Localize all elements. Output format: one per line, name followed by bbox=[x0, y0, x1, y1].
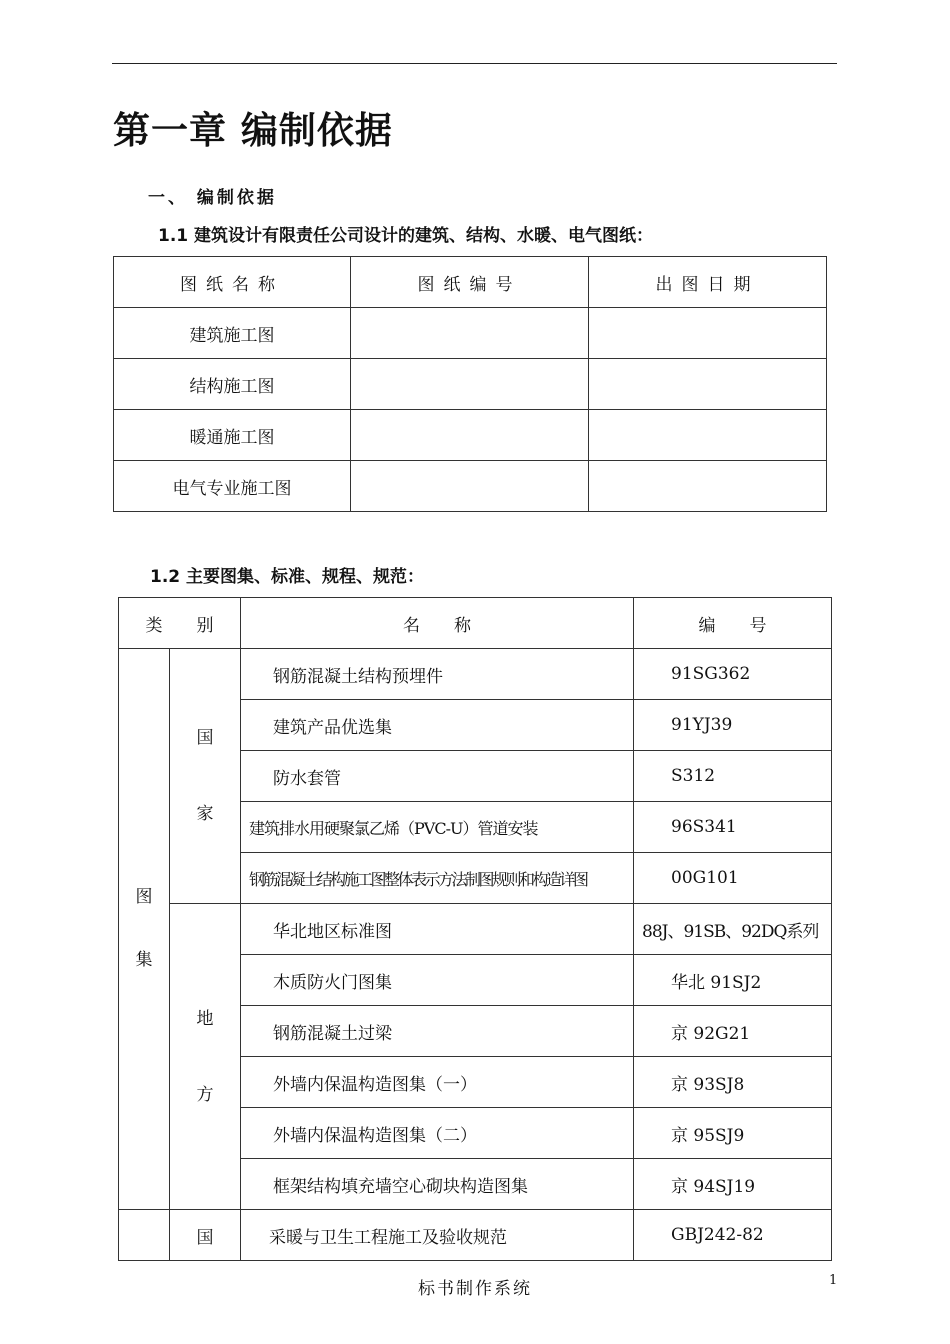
standard-name: 木质防火门图集 bbox=[241, 955, 634, 1006]
standard-code: 京 95SJ9 bbox=[634, 1108, 832, 1159]
standard-name: 建筑排水用硬聚氯乙烯（PVC-U）管道安装 bbox=[241, 802, 634, 853]
standards-table bbox=[118, 597, 832, 1261]
standard-code: 京 93SJ8 bbox=[634, 1057, 832, 1108]
subsection-heading-drawings: 1.1 建筑设计有限责任公司设计的建筑、结构、水暖、电气图纸： bbox=[158, 226, 654, 246]
standard-code: S312 bbox=[634, 751, 832, 802]
drawing-name-cell: 结构施工图 bbox=[114, 359, 351, 410]
table-row bbox=[114, 410, 827, 461]
header-cell: 图纸编号 bbox=[351, 257, 589, 308]
standard-name: 外墙内保温构造图集（一） bbox=[241, 1057, 634, 1108]
standard-code: 京 92G21 bbox=[634, 1006, 832, 1057]
standard-name: 外墙内保温构造图集（二） bbox=[241, 1108, 634, 1159]
drawing-name-cell: 电气专业施工图 bbox=[114, 461, 351, 512]
subcategory-national: 国 家 bbox=[170, 649, 241, 904]
chapter-title: 第一章 编制依据 bbox=[113, 109, 393, 152]
table-row bbox=[119, 1210, 832, 1261]
standard-name: 采暖与卫生工程施工及验收规范 bbox=[241, 1210, 634, 1261]
section-heading: 一、 编制依据 bbox=[148, 188, 277, 208]
page-number: 1 bbox=[829, 1273, 838, 1288]
drawing-date-cell bbox=[589, 308, 827, 359]
standard-code: 88J、91SB、92DQ系列 bbox=[634, 904, 832, 955]
standard-code: 00G101 bbox=[634, 853, 832, 904]
standard-code: 华北 91SJ2 bbox=[634, 955, 832, 1006]
header-rule bbox=[112, 63, 837, 64]
drawing-date-cell bbox=[589, 461, 827, 512]
table-row bbox=[119, 649, 832, 700]
subsection-heading-standards: 1.2 主要图集、标准、规程、规范： bbox=[150, 567, 425, 587]
standard-name: 框架结构填充墙空心砌块构造图集 bbox=[241, 1159, 634, 1210]
standard-name: 华北地区标准图 bbox=[241, 904, 634, 955]
standard-name: 钢筋混凝土过梁 bbox=[241, 1006, 634, 1057]
category-cell-atlas: 图 集 bbox=[119, 649, 170, 1210]
drawing-number-cell bbox=[351, 461, 589, 512]
standard-code: 91YJ39 bbox=[634, 700, 832, 751]
drawings-table bbox=[113, 256, 827, 512]
footer-text: 标书制作系统 bbox=[418, 1279, 532, 1299]
standard-code: 91SG362 bbox=[634, 649, 832, 700]
table-header-row bbox=[114, 257, 827, 308]
standard-name: 建筑产品优选集 bbox=[241, 700, 634, 751]
category-cell-empty bbox=[119, 1210, 170, 1261]
drawing-number-cell bbox=[351, 359, 589, 410]
subcategory-national: 国 bbox=[170, 1210, 241, 1261]
standard-name: 防水套管 bbox=[241, 751, 634, 802]
standard-code: 京 94SJ19 bbox=[634, 1159, 832, 1210]
table-row bbox=[114, 359, 827, 410]
header-category: 类 别 bbox=[119, 598, 241, 649]
table-row bbox=[114, 308, 827, 359]
drawing-number-cell bbox=[351, 308, 589, 359]
standard-name: 钢筋混凝土结构施工图整体表示方法制图规则和构造详图 bbox=[241, 853, 634, 904]
standard-name: 钢筋混凝土结构预埋件 bbox=[241, 649, 634, 700]
header-code: 编 号 bbox=[634, 598, 832, 649]
subcategory-local: 地 方 bbox=[170, 904, 241, 1210]
standard-code: GBJ242-82 bbox=[634, 1210, 832, 1261]
drawing-date-cell bbox=[589, 410, 827, 461]
drawing-name-cell: 暖通施工图 bbox=[114, 410, 351, 461]
standard-code: 96S341 bbox=[634, 802, 832, 853]
header-cell: 出图日期 bbox=[589, 257, 827, 308]
table-header-row bbox=[119, 598, 832, 649]
drawing-number-cell bbox=[351, 410, 589, 461]
table-row bbox=[119, 904, 832, 955]
drawing-name-cell: 建筑施工图 bbox=[114, 308, 351, 359]
table-row bbox=[114, 461, 827, 512]
header-name: 名 称 bbox=[241, 598, 634, 649]
header-cell: 图纸名称 bbox=[114, 257, 351, 308]
drawing-date-cell bbox=[589, 359, 827, 410]
